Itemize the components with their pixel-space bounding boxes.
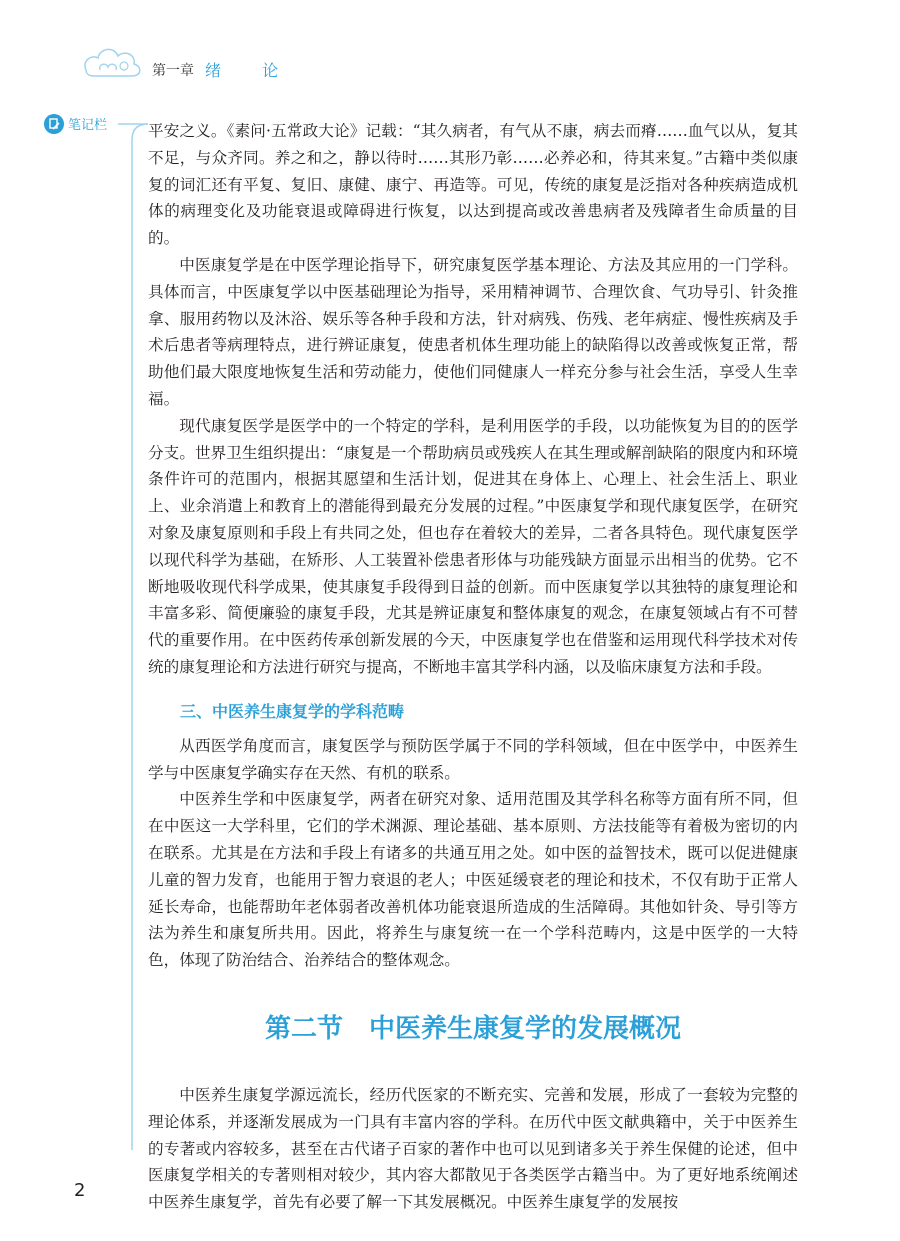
paragraph: 从西医学角度而言，康复医学与预防医学属于不同的学科领域，但在中医学中，中医养生学与中医康复学确实存在天然、有机的联系。 <box>148 736 798 782</box>
paragraph: 中医养生学和中医康复学，两者在研究对象、适用范围及其学科名称等方面有所不同，但在中医这一大学科里，它们的学术渊源、理论基础、基本原则、方法技能等有着极为密切的内在联系。尤其是在方法和手段上有诸多的共通互用之处。如中医的益智技术，既可以促进健康儿童的智力发育，也能用于智力衰退的老人；中医延缓衰老的理论和技术，不仅有助于正常人延长寿命，也能帮助年老体弱者改善机体功能衰退所造成的生活障碍。其他如针灸、导引等方法为养生和康复所共用。因此，将养生与康复统一在一个学科范畴内，这是中医学的一大特色，体现了防治结合、治养结合的整体观念。 <box>148 790 798 970</box>
page-number: 2 <box>74 1180 86 1201</box>
paragraph: 现代康复医学是医学中的一个特定的学科，是利用医学的手段，以功能恢复为目的的医学分支。世界卫生组织提出：“康复是一个帮助病员或残疾人在其生理或解剖缺陷的限度内和环境条件许可的范围内，根据其愿望和生活计划，促进其在身体上、心理上、社会生活上、职业上、业余消遣上和教育上的潜能得到最充分发展的过程。”中医康复学和现代康复医学，在研究对象及康复原则和手段上有共同之处，但也存在着较大的差异，二者各具特色。现代康复医学以现代科学为基础，在矫形、人工装置补偿患者形体与功能残缺方面显示出相当的优势。它不断地吸收现代科学成果，使其康复手段得到日益的创新。而中医康复学以其独特的康复理论和丰富多彩、简便廉验的康复手段，尤其是辨证康复和整体康复的观念，在康复领域占有不可替代的重要作用。在中医药传承创新发展的今天，中医康复学也在借鉴和运用现代科学技术对传统的康复理论和方法进行研究与提高，不断地丰富其学科内涵，以及临床康复方法和手段。 <box>148 416 798 676</box>
section-title: 第二节 中医养生康复学的发展概况 <box>264 1013 681 1044</box>
chapter-label: 第一章 <box>152 63 194 79</box>
notes-icon <box>44 114 64 134</box>
chapter-title: 绪 论 <box>205 61 297 80</box>
cloud-ornament-icon <box>80 40 146 84</box>
paragraph: 平安之义。《素问·五常政大论》记载：“其久病者，有气从不康，病去而瘠……血气以从，复其不足，与众齐同。养之和之，静以待时……其形乃彰……必养必和，待其来复。”古籍中类似康复的词汇还有平复、复旧、康健、康宁、再造等。可见，传统的康复是泛指对各种疾病造成机体的病理变化及功能衰退或障碍进行恢复，以达到提高或改善患病者及残障者生命质量的目的。 <box>148 122 798 248</box>
notes-column-label: 笔记栏 <box>68 118 108 133</box>
page-body <box>148 118 798 1216</box>
paragraph: 中医养生康复学源远流长，经历代医家的不断充实、完善和发展，形成了一套较为完整的理论体系，并逐渐发展成为一门具有丰富内容的学科。在历代中医文献典籍中，关于中医养生的专著或内容较多，甚至在古代诸子百家的著作中也可以见到诸多关于养生保健的论述，但中医康复学相关的专著则相对较少，其内容大都散见于各类医学古籍当中。为了更好地系统阐述中医养生康复学，首先有必要了解一下其发展概况。中医养生康复学的发展按 <box>148 1085 798 1212</box>
paragraph: 中医康复学是在中医学理论指导下，研究康复医学基本理论、方法及其应用的一门学科。具体而言，中医康复学以中医基础理论为指导，采用精神调节、合理饮食、气功导引、针灸推拿、服用药物以及沐浴、娱乐等各种手段和方法，针对病残、伤残、老年病症、慢性疾病及手术后患者等病理特点，进行辨证康复，使患者机体生理功能上的缺陷得以改善或恢复正常，帮助他们最大限度地恢复生活和劳动能力，使他们同健康人一样充分参与社会生活，享受人生幸福。 <box>148 255 798 408</box>
subsection-heading: 三、中医养生康复学的学科范畴 <box>180 701 405 721</box>
page-header <box>0 0 900 100</box>
